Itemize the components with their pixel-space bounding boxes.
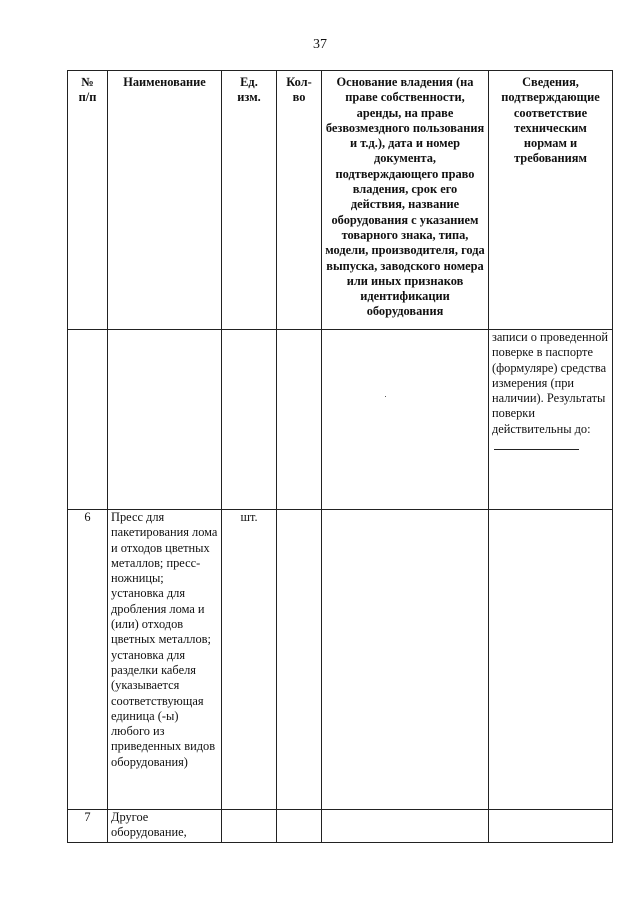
row-qty xyxy=(277,810,322,843)
header-basis: Основание владения (на праве собственности, аренды, на праве безвозмездного пользования и т.д.), дата и номер документа, подтверждающего право владения, срок его действия, название оборудования с указанием товарного знака, типа, модели, производителя, года выпуска, заводского номера или иных признаков идентификации оборудования xyxy=(322,71,489,330)
row-basis xyxy=(322,810,489,843)
header-qty-line2: во xyxy=(292,90,306,105)
stray-mark xyxy=(385,396,386,397)
header-unit-line1: Ед. xyxy=(240,75,258,89)
header-qty-line1: Кол- xyxy=(286,75,312,89)
table-row xyxy=(68,510,613,810)
header-num-line2: п/п xyxy=(78,90,97,105)
cell-num xyxy=(68,330,108,510)
header-unit xyxy=(222,71,277,330)
cell-unit xyxy=(222,330,277,510)
cell-compliance xyxy=(489,330,613,510)
cell-basis xyxy=(322,330,489,510)
header-qty xyxy=(277,71,322,330)
row-basis xyxy=(322,510,489,810)
cell-name xyxy=(108,330,222,510)
header-num xyxy=(68,71,108,330)
header-num-line1: № xyxy=(81,75,94,89)
table-row xyxy=(68,810,613,843)
verification-text: записи о проведенной поверке в паспорте (формуляре) средства измерения (при наличии). Результаты поверки действительны до: xyxy=(492,330,609,436)
row-name: Другое оборудование, xyxy=(108,810,222,843)
row-number: 7 xyxy=(68,810,108,843)
row-unit: шт. xyxy=(222,510,277,810)
page-number: 37 xyxy=(313,37,327,52)
date-blank-line xyxy=(494,449,579,450)
equipment-table xyxy=(67,70,613,843)
row-compliance xyxy=(489,810,613,843)
header-name: Наименование xyxy=(108,71,222,330)
cell-qty xyxy=(277,330,322,510)
table-row-continuation xyxy=(68,330,613,510)
row-compliance xyxy=(489,510,613,810)
header-unit-line2: изм. xyxy=(237,90,261,105)
row-unit xyxy=(222,810,277,843)
row-qty xyxy=(277,510,322,810)
row-number: 6 xyxy=(68,510,108,810)
row-name: Пресс для пакетирования лома и отходов цветных металлов; пресс-ножницы; установка для дробления лома и (или) отходов цветных металлов; установка для разделки кабеля (указывается соответствующая единица (-ы) любого из приведенных видов оборудования) xyxy=(108,510,222,810)
table-header-row xyxy=(68,71,613,330)
header-compliance: Сведения, подтверждающие соответствие техническим нормам и требованиям xyxy=(489,71,613,330)
